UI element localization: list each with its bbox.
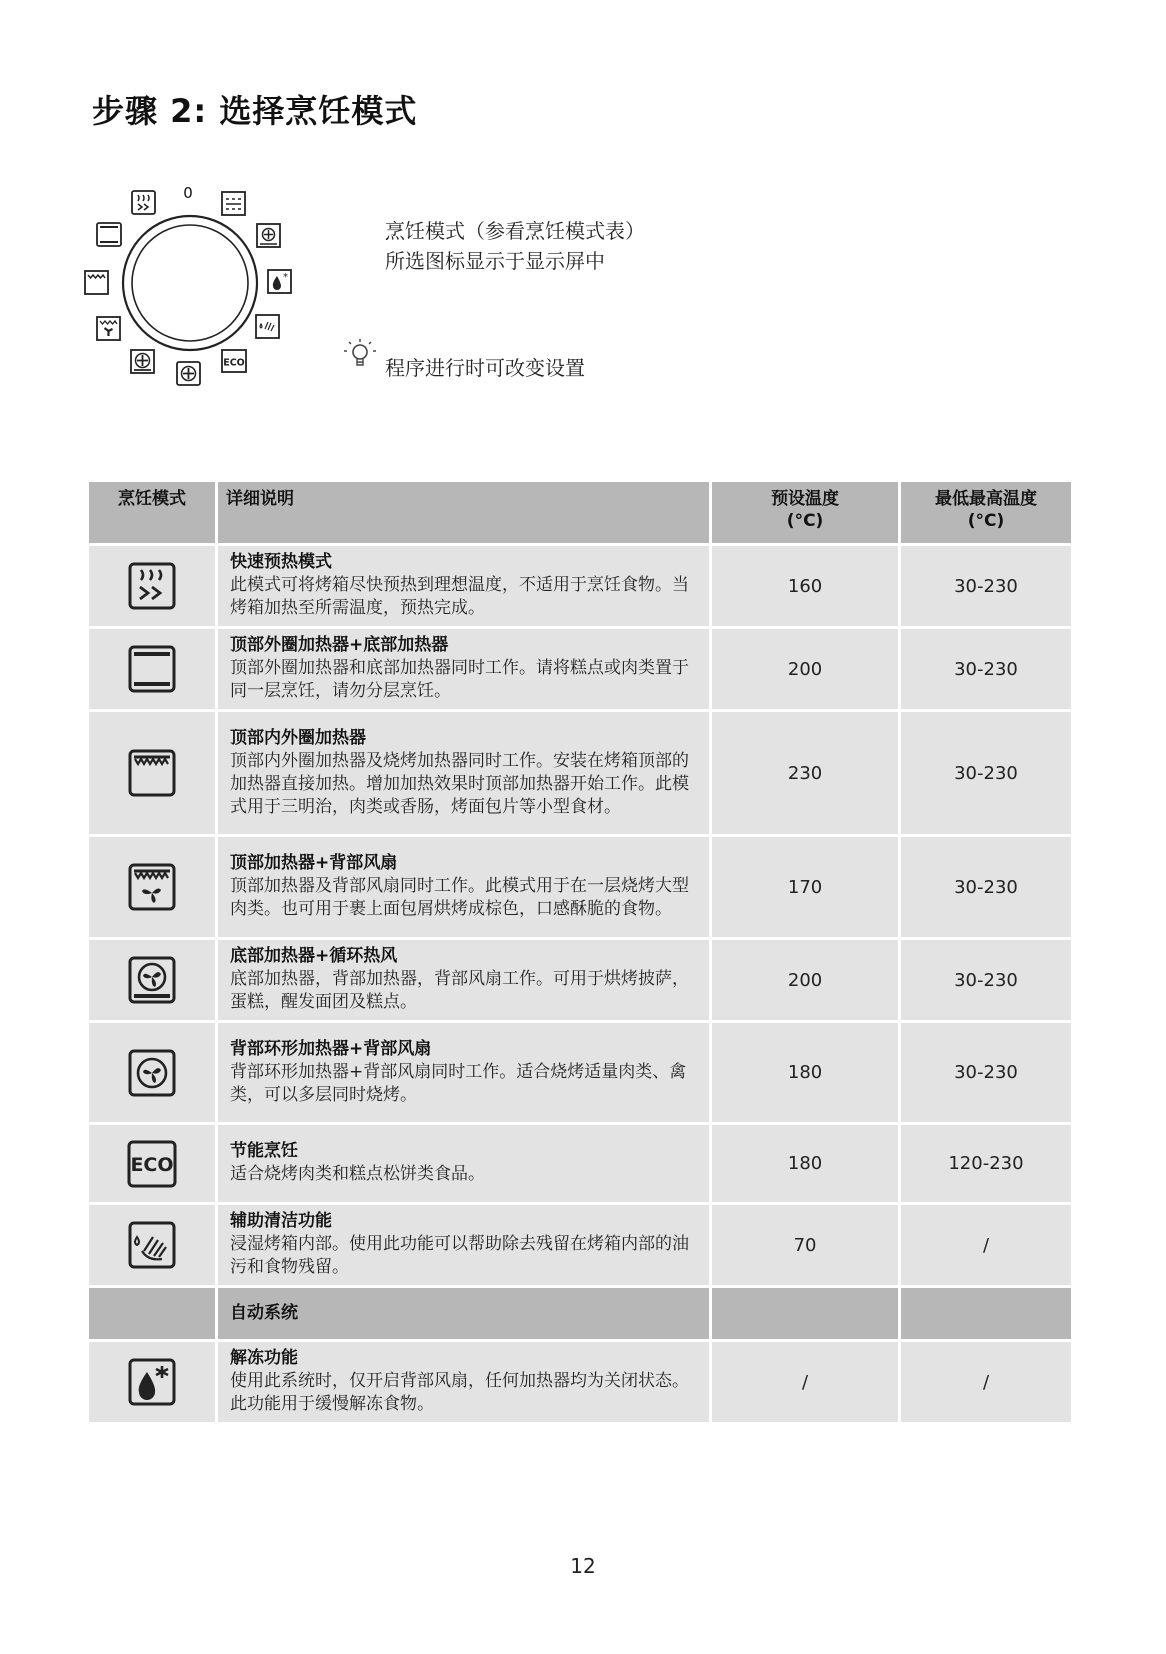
dial-defrost-icon (268, 270, 291, 293)
row-text: 背部环形加热器+背部风扇同时工作。适合烧烤适量肉类、禽类，可以多层同时烧烤。 (229, 1061, 687, 1105)
row-title: 顶部内外圈加热器 (229, 727, 366, 748)
temp-range: 30-230 (901, 940, 1071, 1020)
dial-top-bottom-heat-icon (97, 223, 121, 246)
temp-range: 30-230 (901, 1023, 1071, 1122)
section-row (89, 1288, 1071, 1339)
preset-temp: 200 (712, 629, 898, 709)
row-title: 节能烹饪 (229, 1141, 298, 1161)
row-text: 适合烧烤肉类和糕点松饼类食品。 (229, 1164, 485, 1184)
mode-description-line2: 所选图标显示于显示屏中 (385, 249, 605, 273)
preset-temp: 180 (712, 1125, 898, 1202)
ring-heat-fan-icon (128, 1049, 176, 1097)
header-mode: 烹饪模式 (89, 482, 215, 543)
bottom-heat-convection-icon (128, 956, 176, 1004)
temp-range: 30-230 (901, 629, 1071, 709)
mode-description-line1: 烹饪模式（参看烹饪模式表） (385, 219, 645, 243)
row-title: 背部环形加热器+背部风扇 (229, 1038, 432, 1059)
row-title: 顶部加热器+背部风扇 (229, 853, 398, 873)
mode-dial[interactable] (80, 186, 310, 416)
dial-ring-heat-fan-icon (177, 362, 200, 385)
row-text: 浸湿烤箱内部。使用此功能可以帮助除去残留在烤箱内部的油污和食物残留。 (229, 1234, 689, 1277)
header-range-line1: 最低最高温度 (934, 489, 1037, 509)
preset-temp: 230 (712, 712, 898, 834)
svg-text:*: * (283, 272, 288, 283)
table-header-row (89, 482, 1071, 543)
row-text: 使用此系统时，仅开启背部风扇，任何加热器均为关闭状态。此功能用于缓慢解冻食物。 (229, 1371, 689, 1414)
dial-zero-label: 0 (183, 186, 193, 202)
table-row (89, 546, 1071, 626)
table-row (89, 1342, 1071, 1422)
eco-icon (127, 1140, 177, 1188)
preset-temp: / (712, 1342, 898, 1422)
row-title: 解冻功能 (229, 1348, 298, 1368)
table-row (89, 940, 1071, 1020)
top-heat-fan-icon (128, 863, 176, 911)
row-title: 辅助清洁功能 (229, 1211, 332, 1231)
preset-temp: 160 (712, 546, 898, 626)
temp-range: / (901, 1342, 1071, 1422)
page-number: 12 (570, 1554, 596, 1578)
row-text: 顶部内外圈加热器及烧烤加热器同时工作。安装在烤箱顶部的加热器直接加热。增加加热效果时顶部加热器开始工作。此模式用于三明治，肉类或香肠，烤面包片等小型食材。 (229, 750, 689, 817)
lightbulb-icon (342, 338, 378, 374)
temp-range: / (901, 1205, 1071, 1285)
dial-top-grill-icon (85, 271, 108, 294)
preset-temp: 200 (712, 940, 898, 1020)
dial-fast-preheat-icon (132, 191, 155, 214)
table-row (89, 1125, 1071, 1202)
dial-defrost-wave-icon (222, 192, 245, 215)
preset-temp: 70 (712, 1205, 898, 1285)
table-row (89, 1205, 1071, 1285)
row-text: 底部加热器，背部加热器，背部风扇工作。可用于烘烤披萨，蛋糕，醒发面团及糕点。 (229, 969, 689, 1012)
dial-bottom-convection-icon (257, 224, 280, 247)
defrost-icon (128, 1358, 176, 1406)
dial-cleaning-icon (256, 315, 279, 338)
dial-bottom-heat-convection-icon (131, 350, 154, 373)
top-bottom-heat-icon (128, 645, 176, 693)
header-preset-line2: (°C) (786, 511, 824, 531)
dial-eco-label: ECO (223, 357, 245, 369)
row-title: 顶部外圈加热器+底部加热器 (229, 635, 449, 655)
row-text: 顶部加热器及背部风扇同时工作。此模式用于在一层烧烤大型肉类。也可用于裹上面包屑烘烤成棕色，口感酥脆的食物。 (229, 876, 689, 919)
table-row (89, 712, 1071, 834)
temp-range: 30-230 (901, 712, 1071, 834)
header-temp-range (901, 482, 1071, 543)
header-detail: 详细说明 (218, 482, 709, 543)
dial-top-heat-fan-icon (97, 317, 120, 340)
fast-preheat-icon (128, 562, 176, 610)
eco-icon-label: ECO (130, 1153, 174, 1176)
table-row (89, 629, 1071, 709)
temp-range: 120-230 (901, 1125, 1071, 1202)
page-title: 步骤 2: 选择烹饪模式 (92, 92, 418, 130)
top-grill-icon (128, 749, 176, 797)
table-row (89, 837, 1071, 937)
header-preset-temp (712, 482, 898, 543)
dial-eco-icon (222, 350, 246, 372)
row-text: 此模式可将烤箱尽快预热到理想温度，不适用于烹饪食物。当烤箱加热至所需温度，预热完成。 (229, 575, 689, 618)
header-range-line2: (°C) (967, 511, 1005, 531)
row-text: 顶部外圈加热器和底部加热器同时工作。请将糕点或肉类置于同一层烹饪，请勿分层烹饪。 (229, 658, 689, 701)
table-row (89, 1023, 1071, 1122)
cooking-modes-table (86, 479, 1074, 1425)
section-label: 自动系统 (218, 1288, 709, 1339)
temp-range: 30-230 (901, 837, 1071, 937)
cleaning-icon (128, 1221, 176, 1269)
preset-temp: 170 (712, 837, 898, 937)
header-preset-line1: 预设温度 (771, 489, 840, 509)
row-title: 快速预热模式 (229, 552, 332, 572)
tip-text: 程序进行时可改变设置 (385, 356, 585, 380)
row-title: 底部加热器+循环热风 (229, 946, 398, 966)
preset-temp: 180 (712, 1023, 898, 1122)
temp-range: 30-230 (901, 546, 1071, 626)
